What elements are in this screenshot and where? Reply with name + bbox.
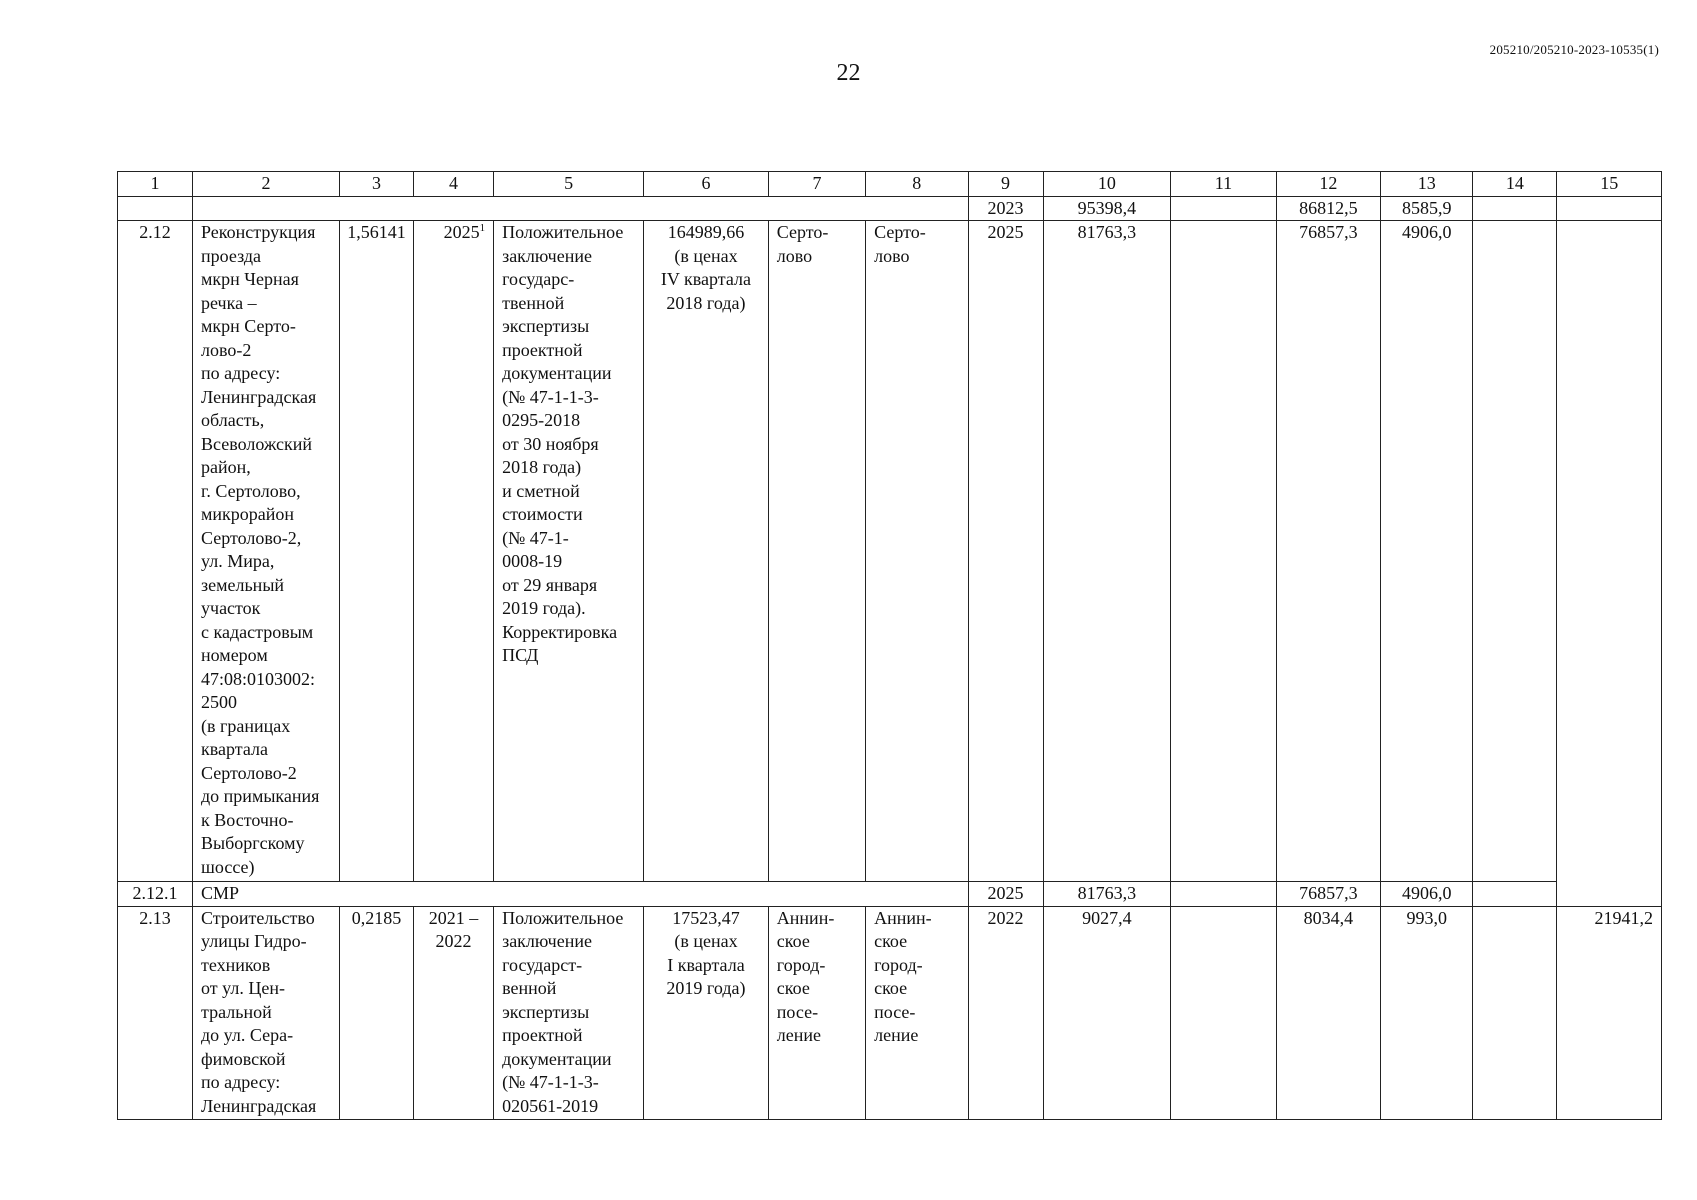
value-cell: 86812,5 (1276, 196, 1380, 221)
col-header: 15 (1557, 172, 1662, 197)
municipality-cell: Аннин- ское город- ское посе- ление (866, 906, 968, 1119)
footnote-mark: 1 (479, 222, 486, 234)
table-row-2-12-1 (118, 882, 1662, 907)
col-header: 8 (866, 172, 968, 197)
col-header: 11 (1171, 172, 1276, 197)
object-name: Реконструкция проезда мкрн Черная речка – мкрн Серто- лово-2 по адресу: Ленинградская область, Всеволожский район, г. Сертолово, микрорайон Сертолово-2, ул. Мира, земельный участок с кадастровым номером 47:08:0103002: 2500 (в границах квартала Сертолово-2 до примыкания к Восточно- Выборгскому шоссе) (193, 221, 340, 882)
empty-cell (1557, 882, 1662, 907)
col-header: 2 (193, 172, 340, 197)
empty-cell (1473, 221, 1557, 882)
period-cell (414, 221, 494, 882)
year-cell: 2023 (968, 196, 1043, 221)
row-number: 2.12.1 (118, 882, 193, 907)
capacity-cell: 0,2185 (340, 906, 414, 1119)
value-cell: 8585,9 (1381, 196, 1473, 221)
col-header: 14 (1473, 172, 1557, 197)
empty-cell (1557, 196, 1662, 221)
municipality-cell: Серто- лово (866, 221, 968, 882)
year-cell: 2025 (968, 221, 1043, 882)
continuation-row (118, 196, 1662, 221)
page-number: 22 (836, 60, 861, 86)
value-cell: 81763,3 (1043, 221, 1171, 882)
col-header: 5 (494, 172, 644, 197)
municipality-cell: Аннин- ское город- ское посе- ление (768, 906, 865, 1119)
value-cell: 76857,3 (1276, 882, 1380, 907)
value-cell: 76857,3 (1276, 221, 1380, 882)
row-number: 2.13 (118, 906, 193, 1119)
row-number: 2.12 (118, 221, 193, 882)
empty-cell (1473, 882, 1557, 907)
value-cell: 21941,2 (1557, 906, 1662, 1119)
table-row-2-12 (118, 221, 1662, 882)
empty-cell (1171, 906, 1276, 1119)
empty-cell (1473, 196, 1557, 221)
col-header: 9 (968, 172, 1043, 197)
cost-cell: 17523,47 (в ценах I квартала 2019 года) (644, 906, 769, 1119)
documentation-cell: Положительное заключение государст- венной экспертизы проектной документации (№ 47-1-1-3- 020561-2019 (494, 906, 644, 1119)
municipality-cell: Серто- лово (768, 221, 865, 882)
cost-cell: 164989,66 (в ценах IV квартала 2018 года) (644, 221, 769, 882)
col-header: 3 (340, 172, 414, 197)
value-cell: 81763,3 (1043, 882, 1171, 907)
year-cell: 2022 (968, 906, 1043, 1119)
col-header: 6 (644, 172, 769, 197)
col-header: 4 (414, 172, 494, 197)
value-cell: 8034,4 (1276, 906, 1380, 1119)
empty-cell (1557, 221, 1662, 882)
empty-cell (1171, 221, 1276, 882)
value-cell: 4906,0 (1381, 882, 1473, 907)
col-header: 10 (1043, 172, 1171, 197)
period-value: 2025 (443, 222, 480, 242)
value-cell: 95398,4 (1043, 196, 1171, 221)
col-header: 7 (768, 172, 865, 197)
table-row-2-13 (118, 906, 1662, 1119)
document-id: 205210/205210-2023-10535(1) (1489, 42, 1659, 57)
value-cell: 993,0 (1381, 906, 1473, 1119)
investment-table (117, 171, 1662, 1120)
period-cell: 2021 – 2022 (414, 906, 494, 1119)
documentation-cell: Положительное заключение государс- твенной экспертизы проектной документации (№ 47-1-1-3- 0295-2018 от 30 ноября 2018 года) и сметной стоимости (№ 47-1- 0008-19 от 29 января 2019 года). Корректировка ПСД (494, 221, 644, 882)
object-name: Строительство улицы Гидро- техников от ул. Цен- тральной до ул. Сера- фимовской по адресу: Ленинградская (193, 906, 340, 1119)
empty-cell (1171, 196, 1276, 221)
empty-cell (193, 196, 968, 221)
value-cell: 9027,4 (1043, 906, 1171, 1119)
value-cell: 4906,0 (1381, 221, 1473, 882)
empty-cell (1473, 906, 1557, 1119)
year-cell: 2025 (968, 882, 1043, 907)
empty-cell (118, 196, 193, 221)
object-name: СМР (193, 882, 968, 907)
empty-cell (1171, 882, 1276, 907)
col-header: 12 (1276, 172, 1380, 197)
column-numbers-row (118, 172, 1662, 197)
col-header: 13 (1381, 172, 1473, 197)
capacity-cell: 1,56141 (340, 221, 414, 882)
col-header: 1 (118, 172, 193, 197)
